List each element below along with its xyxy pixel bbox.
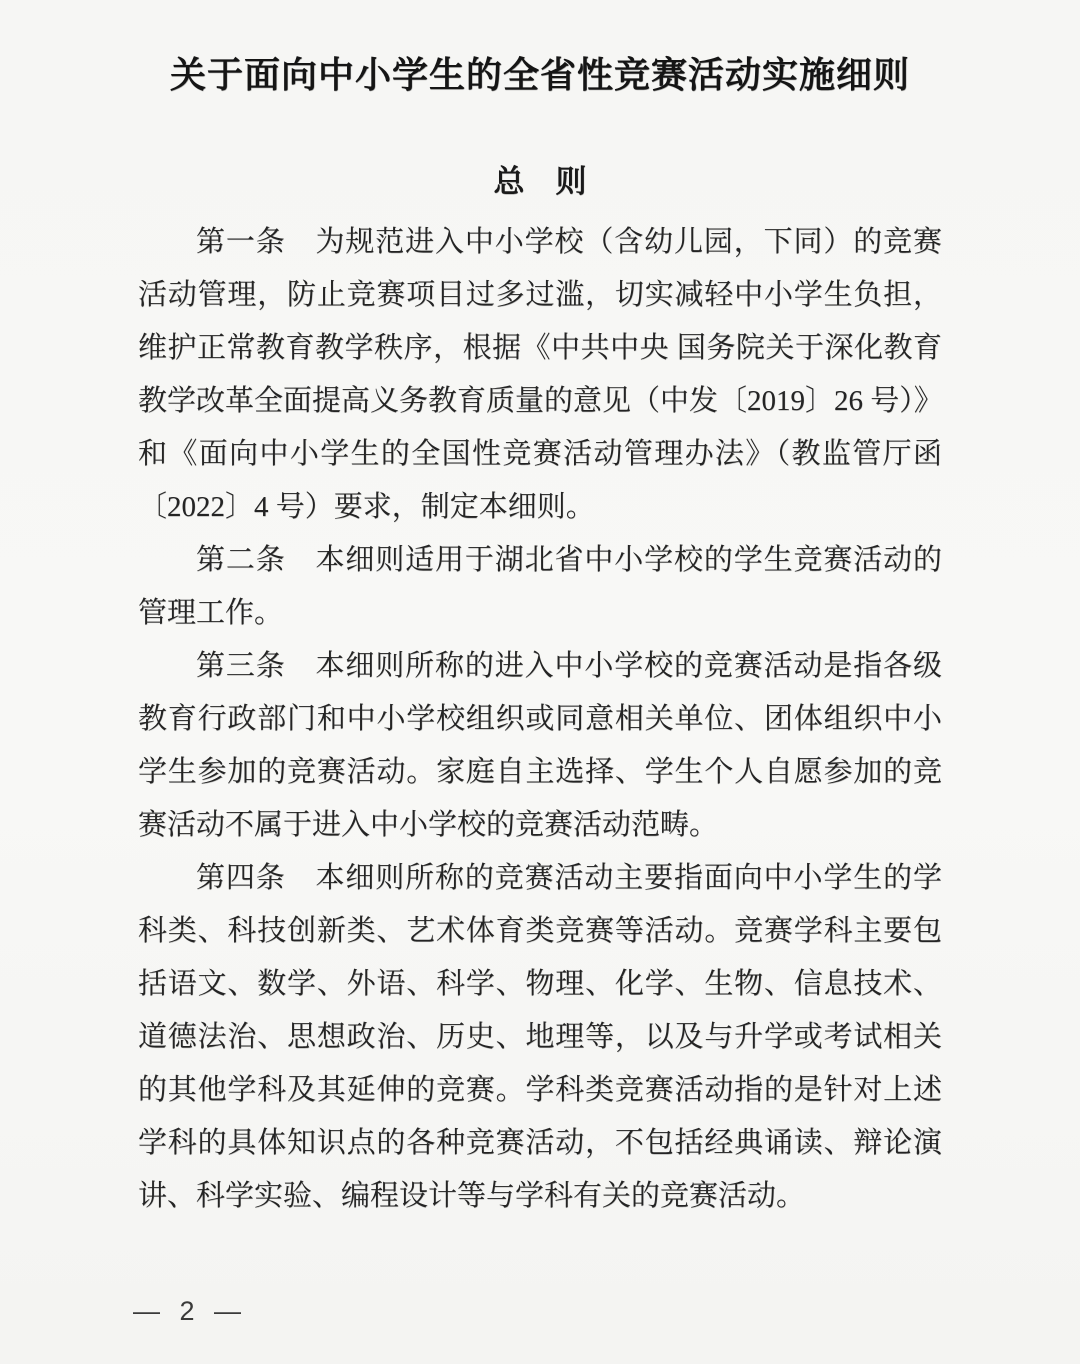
paragraph (138, 534, 942, 640)
text-line: 科类、科技创新类、艺术体育类竞赛等活动。竞赛学科主要包 (138, 915, 942, 947)
text-line: 第四条 本细则所称的竞赛活动主要指面向中小学生的学 (196, 862, 942, 894)
text-line: 括语文、数学、外语、科学、物理、化学、生物、信息技术、 (138, 968, 942, 1000)
text-line: 和《面向中小学生的全国性竞赛活动管理办法》（教监管厅函 (138, 438, 942, 470)
text-line: 学生参加的竞赛活动。家庭自主选择、学生个人自愿参加的竞 (138, 756, 942, 788)
paragraph (138, 216, 942, 534)
text-line: 的其他学科及其延伸的竞赛。学科类竞赛活动指的是针对上述 (138, 1074, 942, 1106)
text-line: 教育行政部门和中小学校组织或同意相关单位、团体组织中小 (138, 703, 942, 735)
page-number: — 2 — (133, 1296, 248, 1326)
text-line: 维护正常教育教学秩序，根据《中共中央 国务院关于深化教育 (138, 332, 942, 364)
document-title: 关于面向中小学生的全省性竞赛活动实施细则 (169, 55, 910, 95)
text-line: 道德法治、思想政治、历史、地理等，以及与升学或考试相关 (138, 1021, 942, 1053)
text-line: 管理工作。 (138, 597, 284, 629)
text-line: 第三条 本细则所称的进入中小学校的竞赛活动是指各级 (196, 650, 942, 682)
paragraph (138, 852, 942, 1223)
document-body (138, 216, 942, 1223)
text-line: 〔2022〕4 号）要求，制定本细则。 (138, 491, 595, 523)
text-line: 赛活动不属于进入中小学校的竞赛活动范畴。 (138, 809, 719, 841)
text-line: 讲、科学实验、编程设计等与学科有关的竞赛活动。 (138, 1180, 806, 1212)
section-heading: 总 则 (493, 164, 587, 199)
text-line: 第二条 本细则适用于湖北省中小学校的学生竞赛活动的 (196, 544, 942, 576)
text-line: 学科的具体知识点的各种竞赛活动，不包括经典诵读、辩论演 (138, 1127, 942, 1159)
text-line: 第一条 为规范进入中小学校（含幼儿园，下同）的竞赛 (196, 226, 942, 258)
paragraph (138, 640, 942, 852)
text-line: 教学改革全面提高义务教育质量的意见（中发〔2019〕26 号）》 (138, 385, 943, 417)
text-line: 活动管理，防止竞赛项目过多过滥，切实减轻中小学生负担， (138, 279, 942, 311)
